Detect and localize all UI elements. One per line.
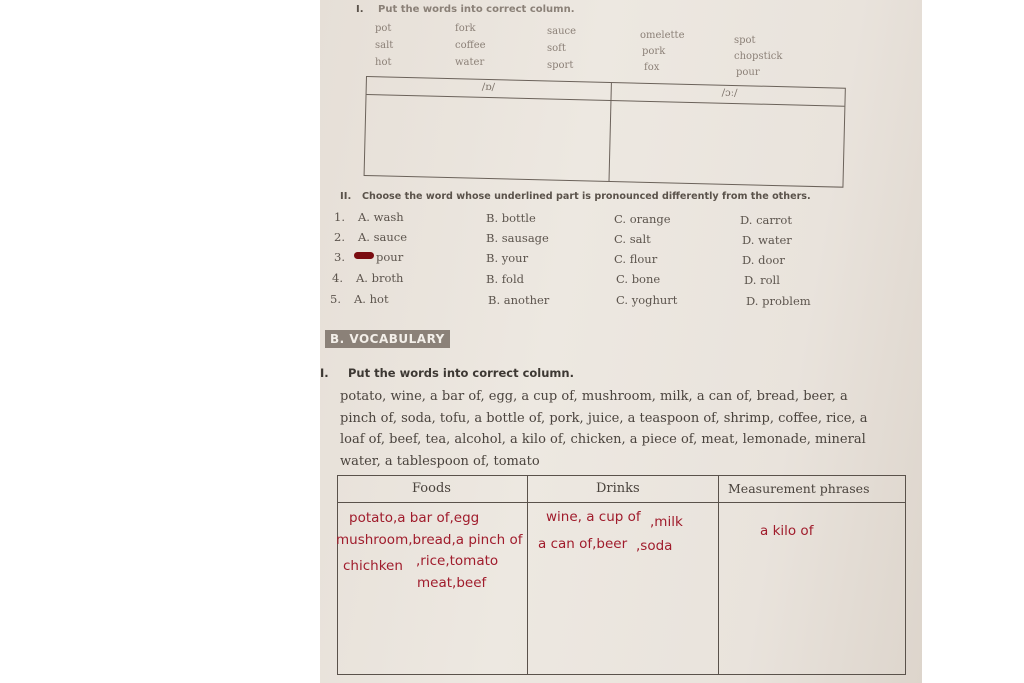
- word-hot: hot: [375, 57, 392, 68]
- option-a: A. broth: [356, 271, 404, 285]
- sound-header-long-o: /ɔː/: [721, 87, 738, 100]
- worksheet-photo: [320, 0, 922, 683]
- option-c: C. bone: [616, 272, 661, 286]
- answer-foods-line2: mushroom,bread,a pinch of: [336, 532, 523, 548]
- option-a-visible-part: pour: [376, 250, 404, 264]
- answer-drinks-line1a: wine, a cup of: [546, 509, 641, 525]
- question-number: 4.: [332, 271, 343, 285]
- word-pour: pour: [736, 67, 760, 78]
- header-drinks: Drinks: [596, 481, 640, 496]
- header-measurement-phrases: Measurement phrases: [728, 481, 870, 496]
- answer-foods-line3a: chichken: [343, 558, 403, 574]
- option-a: A. hot: [354, 292, 389, 306]
- exercise-2-instruction: Choose the word whose underlined part is pronounced differently from the others.: [362, 191, 811, 202]
- question-number: 2.: [334, 230, 345, 244]
- option-d: D. water: [742, 233, 792, 247]
- vocabulary-exercise-number: I.: [320, 366, 329, 380]
- answer-drinks-line2b: ,soda: [636, 538, 673, 554]
- exercise-1-instruction: Put the words into correct column.: [378, 4, 575, 15]
- exercise-1-number: I.: [356, 4, 364, 15]
- answer-measurement-line1: a kilo of: [760, 523, 814, 539]
- answer-drinks-line1b: ,milk: [650, 514, 683, 530]
- word-sport: sport: [547, 60, 574, 71]
- exercise-2-number: II.: [340, 191, 352, 202]
- word-soft: soft: [547, 43, 566, 54]
- option-d: D. roll: [744, 273, 780, 287]
- option-b: B. sausage: [486, 231, 549, 245]
- column-divider: [527, 476, 528, 674]
- option-d: D. problem: [746, 294, 811, 308]
- word-omelette: omelette: [640, 30, 685, 41]
- option-a: A. wash: [358, 210, 404, 224]
- question-number: 3.: [334, 250, 345, 264]
- option-d: D. door: [742, 253, 785, 267]
- vocabulary-instruction: Put the words into correct column.: [348, 366, 574, 380]
- header-foods: Foods: [412, 481, 451, 496]
- option-b: B. your: [486, 251, 529, 265]
- word-fork: fork: [455, 23, 476, 34]
- answer-foods-line1: potato,a bar of,egg: [349, 510, 480, 526]
- option-c: C. yoghurt: [616, 293, 678, 307]
- answer-foods-line4: meat,beef: [417, 575, 487, 591]
- column-divider: [718, 476, 719, 674]
- word-pot: pot: [375, 23, 392, 34]
- word-pork: pork: [642, 46, 666, 57]
- word-sauce: sauce: [547, 26, 577, 37]
- word-water: water: [455, 57, 485, 68]
- word-fox: fox: [644, 62, 660, 73]
- option-d: D. carrot: [740, 213, 792, 227]
- answer-drinks-line2a: a can of,beer: [538, 536, 628, 552]
- option-b: B. bottle: [486, 211, 536, 225]
- word-list-paragraph: potato, wine, a bar of, egg, a cup of, mushroom, milk, a can of, bread, beer, a pinch of, soda, tofu, a bottle of, pork, juice, a teaspoon of, shrimp, coffee, rice, a loaf of, beef, tea, alcohol, a kilo of, chicken, a piece of, meat, lemonade, mineral water, a tablespoon of, tomato: [340, 389, 868, 469]
- sound-table: [364, 76, 846, 188]
- option-b: B. fold: [486, 272, 524, 286]
- option-c: C. orange: [614, 212, 671, 226]
- word-coffee: coffee: [455, 40, 486, 51]
- question-number: 1.: [334, 210, 345, 224]
- question-number: 5.: [330, 292, 341, 306]
- section-vocabulary-label: B. VOCABULARY: [325, 330, 450, 348]
- option-b: B. another: [488, 293, 550, 307]
- answer-foods-line3b: ,rice,tomato: [416, 553, 499, 569]
- word-chopstick: chopstick: [734, 51, 783, 62]
- option-c: C. flour: [614, 252, 658, 266]
- word-salt: salt: [375, 40, 394, 51]
- option-a: A. sauce: [358, 230, 408, 244]
- sound-header-short-o: /ɒ/: [481, 81, 496, 94]
- option-c: C. salt: [614, 232, 651, 246]
- word-spot: spot: [734, 35, 756, 46]
